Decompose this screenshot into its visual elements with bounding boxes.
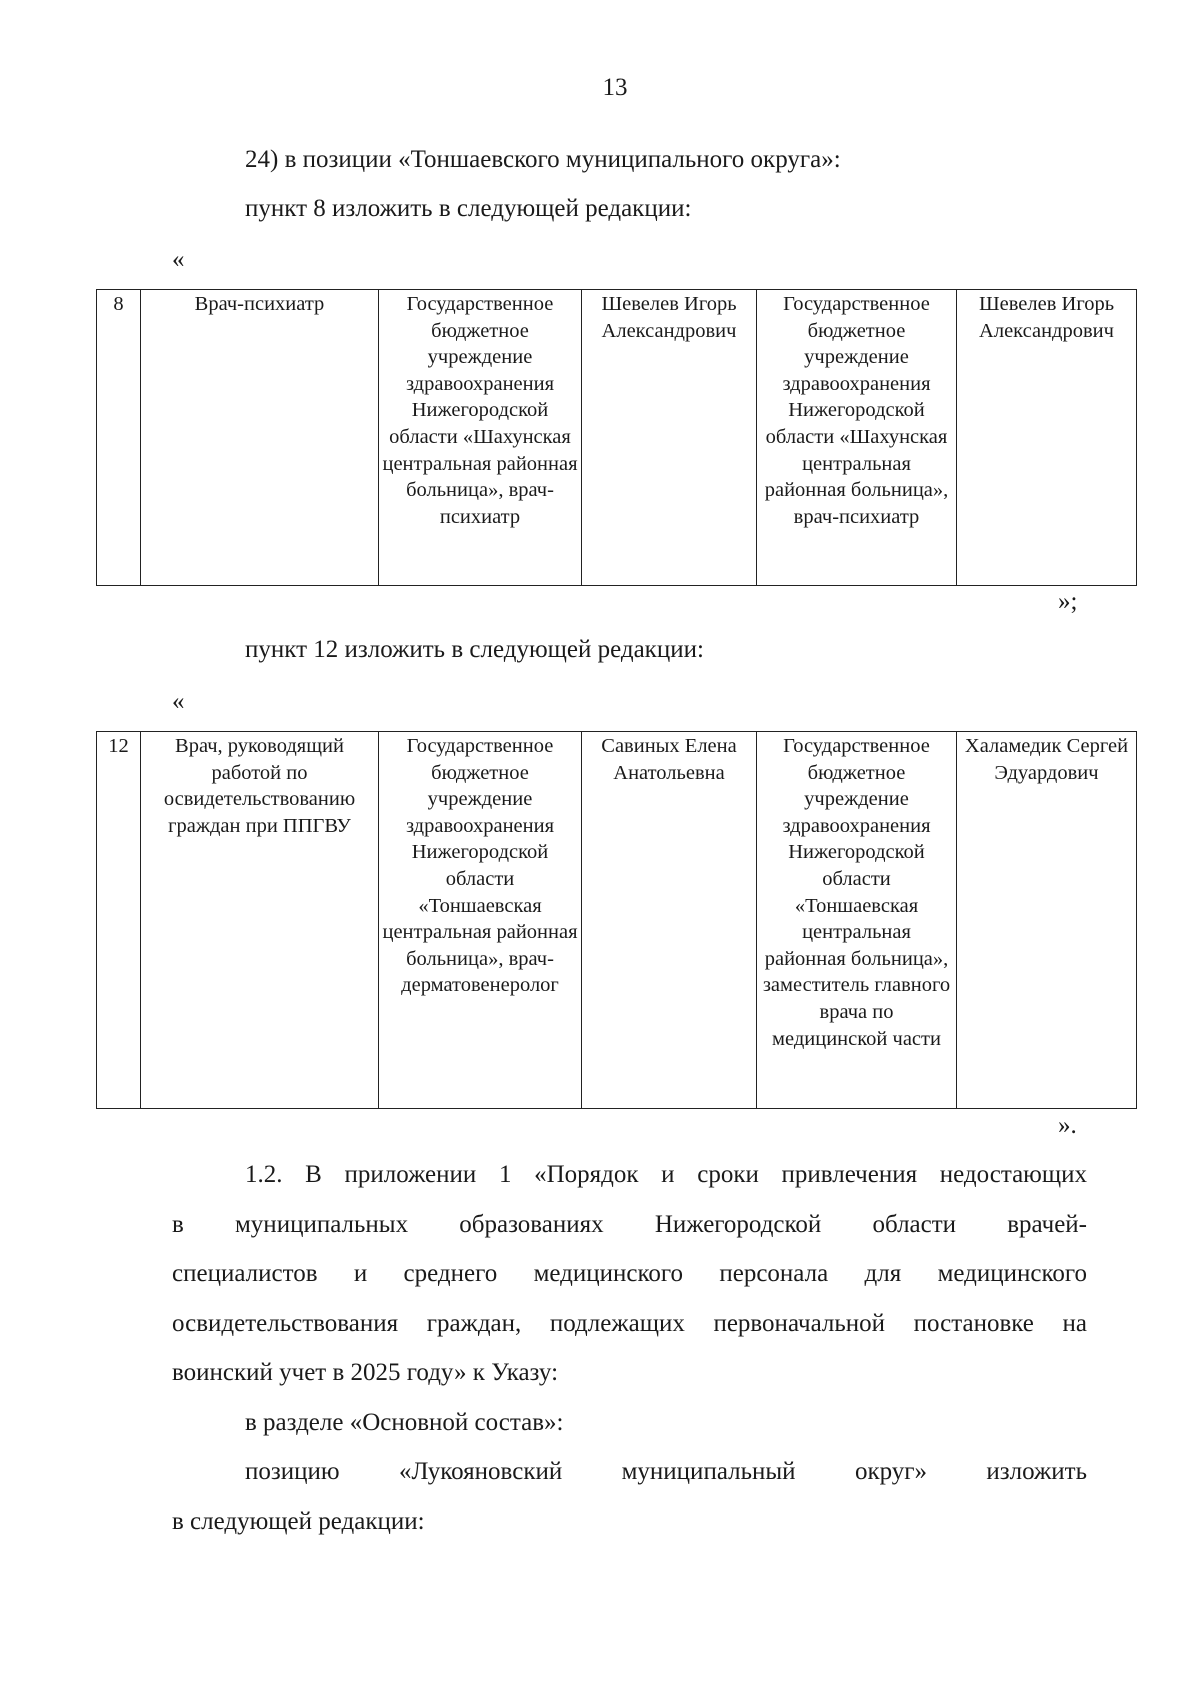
page-number: 13 <box>602 74 628 101</box>
table-row <box>97 732 1137 1109</box>
close-quote-1: »; <box>1058 588 1078 615</box>
position-cell: Врач, руководящий работой по освидетельствованию граждан при ППГВУ <box>141 732 379 1109</box>
reserve-person-cell: Шевелев Игорь Александрович <box>957 290 1137 586</box>
item-24-heading: 24) в позиции «Тоншаевского муниципального округа»: <box>245 146 841 173</box>
paragraph-line: воинский учет в 2025 году» к Указу: <box>172 1359 559 1386</box>
paragraph-line: в следующей редакции: <box>172 1507 425 1535</box>
paragraph-line: в муниципальных образованиях Нижегородской области врачей- <box>172 1210 1087 1238</box>
reserve-organization-cell: Государственное бюджетное учреждение здравоохранения Нижегородской области «Тоншаевская центральная районная больница», заместитель главного врача по медицинской части <box>757 732 957 1109</box>
section-1-2-paragraph <box>172 1150 1087 1546</box>
section-reference: в разделе «Основной состав»: <box>245 1408 564 1436</box>
position-cell: Врач-психиатр <box>141 290 379 586</box>
row-number: 12 <box>97 732 141 1109</box>
paragraph-line: специалистов и среднего медицинского персонала для медицинского <box>172 1260 1087 1287</box>
amendment-table-point-8 <box>96 289 1137 586</box>
open-quote-1: « <box>172 246 185 273</box>
close-quote-2: ». <box>1058 1112 1077 1139</box>
main-person-cell: Шевелев Игорь Александрович <box>582 290 757 586</box>
row-number: 8 <box>97 290 141 586</box>
reserve-organization-cell: Государственное бюджетное учреждение здравоохранения Нижегородской области «Шахунская центральная районная больница», врач-психиатр <box>757 290 957 586</box>
main-person-cell: Савиных Елена Анатольевна <box>582 732 757 1109</box>
main-organization-cell: Государственное бюджетное учреждение здравоохранения Нижегородской области «Тоншаевская центральная районная больница», врач-дерматовенеролог <box>379 732 582 1109</box>
open-quote-2: « <box>172 688 185 715</box>
point-12-instruction: пункт 12 изложить в следующей редакции: <box>245 636 704 663</box>
main-organization-cell: Государственное бюджетное учреждение здравоохранения Нижегородской области «Шахунская центральная районная больница», врач-психиатр <box>379 290 582 586</box>
reserve-person-cell: Халамедик Сергей Эдуардович <box>957 732 1137 1109</box>
table-row <box>97 290 1137 586</box>
point-8-instruction: пункт 8 изложить в следующей редакции: <box>245 195 692 222</box>
amendment-table-point-12 <box>96 731 1137 1109</box>
paragraph-line: 1.2. В приложении 1 «Порядок и сроки привлечения недостающих <box>245 1161 1087 1188</box>
paragraph-line: позицию «Лукояновский муниципальный округ» изложить <box>245 1458 1087 1485</box>
paragraph-line: освидетельствования граждан, подлежащих первоначальной постановке на <box>172 1309 1087 1337</box>
